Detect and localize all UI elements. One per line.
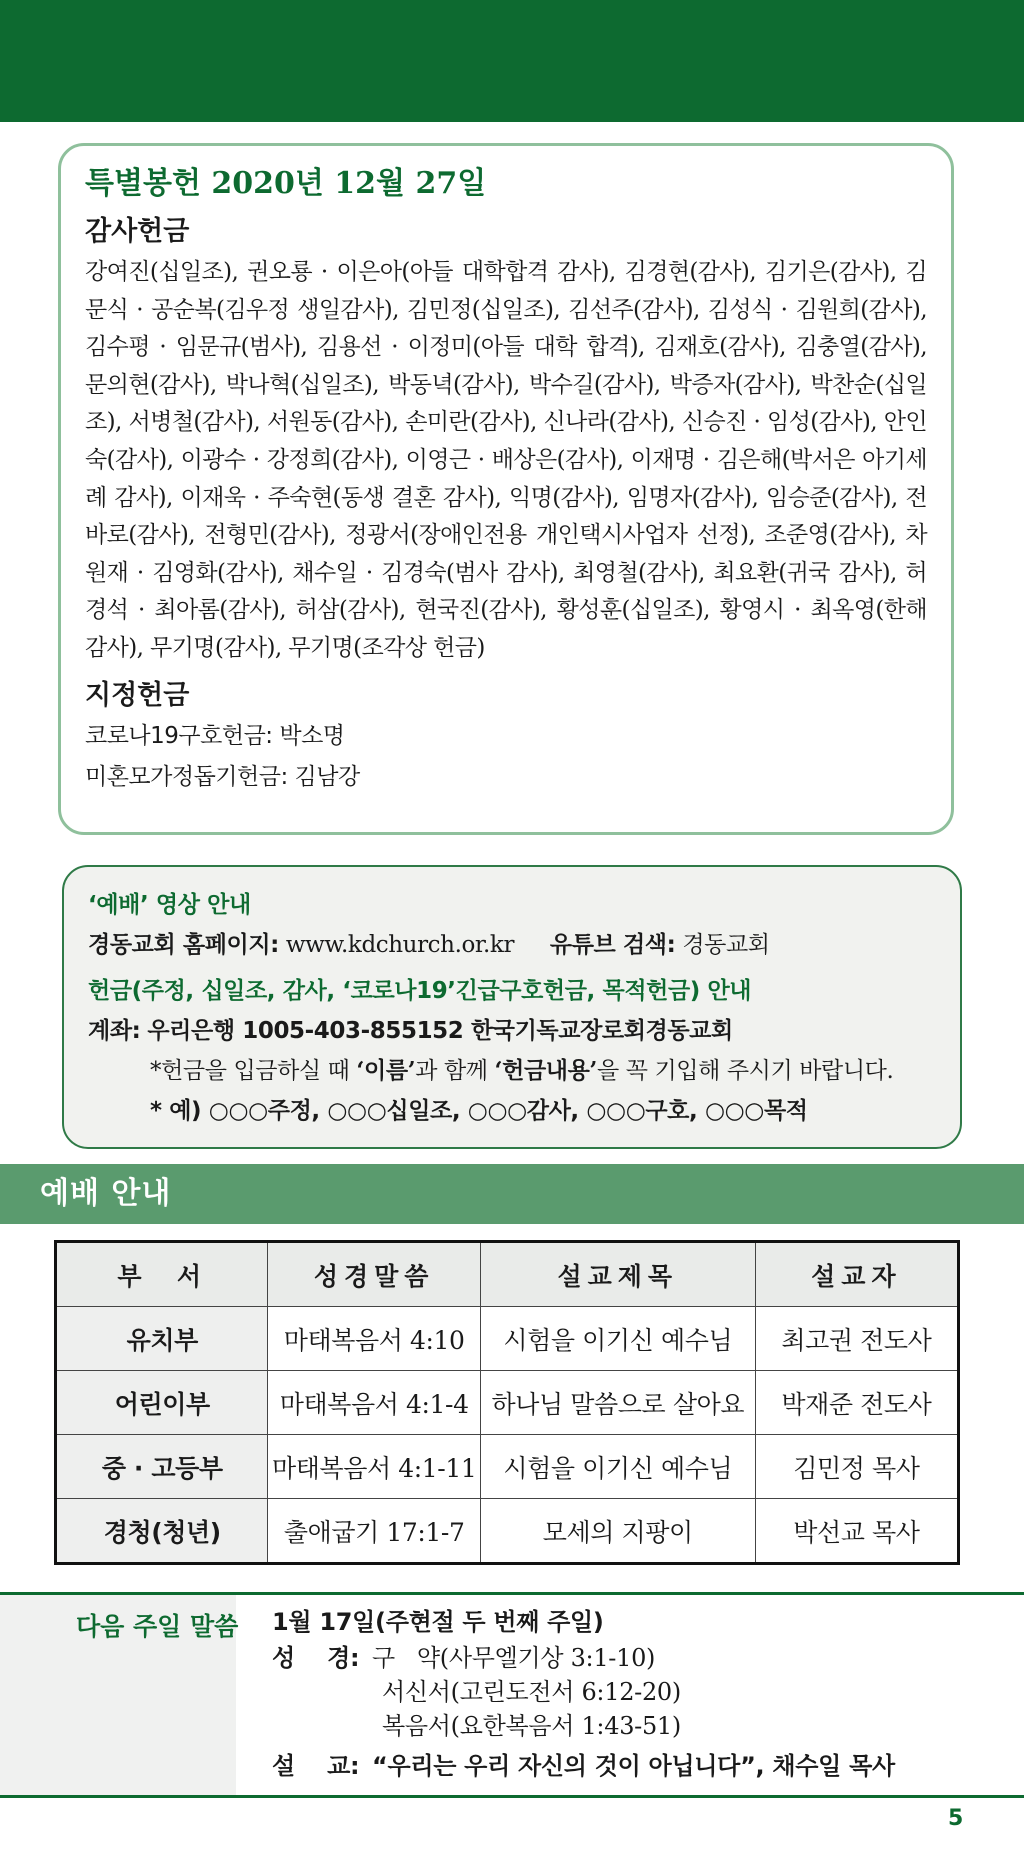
example-text: ○○○주정, ○○○십일조, ○○○감사, ○○○구호, ○○○목적 xyxy=(208,1098,808,1124)
header-sermon-title: 설교제목 xyxy=(480,1242,755,1307)
worship-guide-band: 예배 안내 xyxy=(0,1164,1024,1224)
designated-offering-name: 박소명 xyxy=(279,722,345,749)
preacher-cell: 김민정 목사 xyxy=(755,1435,958,1499)
designated-offering-heading: 지정헌금 xyxy=(85,679,190,711)
sermon-title-cell: 모세의 지팡이 xyxy=(480,1499,755,1564)
top-header-band xyxy=(0,0,1024,122)
table-row xyxy=(56,1371,959,1435)
worship-schedule-table xyxy=(54,1240,960,1565)
offering-example xyxy=(88,1091,936,1131)
note-text: *헌금을 입금하실 때 xyxy=(150,1058,357,1084)
account-line xyxy=(88,1011,936,1051)
special-offering-box xyxy=(58,143,954,835)
sermon-title-cell: 시험을 이기신 예수님 xyxy=(480,1435,755,1499)
department-cell: 어린이부 xyxy=(56,1371,268,1435)
next-week-sermon: “우리는 우리 자신의 것이 아닙니다”, 채수일 목사 xyxy=(372,1752,895,1780)
example-label: * 예) xyxy=(150,1098,202,1124)
offering-notice-title: 헌금(주정, 십일조, 감사, ‘코로나19’긴급구호헌금, 목적헌금) 안내 xyxy=(88,978,752,1004)
designated-offering-label: 코로나19구호헌금: xyxy=(85,722,273,749)
account-label: 계좌: xyxy=(88,1018,141,1044)
youtube-value: 경동교회 xyxy=(682,932,770,958)
department-cell: 중 · 고등부 xyxy=(56,1435,268,1499)
next-week-content xyxy=(272,1603,895,1785)
header-preacher: 설교자 xyxy=(755,1242,958,1307)
department-cell: 경청(청년) xyxy=(56,1499,268,1564)
sermon-title-cell: 하나님 말씀으로 살아요 xyxy=(480,1371,755,1435)
next-week-date: 1월 17일(주현절 두 번째 주일) xyxy=(272,1608,604,1636)
scripture-cell: 출애굽기 17:1-7 xyxy=(268,1499,480,1564)
table-header-row xyxy=(56,1242,959,1307)
note-text: 을 꼭 기입해 주시기 바랍니다. xyxy=(597,1058,894,1084)
scripture-item: 복음서(요한복음서 1:43-51) xyxy=(382,1712,681,1740)
next-week-label: 다음 주일 말씀 xyxy=(76,1612,239,1641)
homepage-url[interactable]: www.kdchurch.or.kr xyxy=(285,932,515,958)
scripture-label: 성 경: xyxy=(272,1644,360,1672)
video-notice-title: ‘예배’ 영상 안내 xyxy=(88,892,251,918)
preacher-cell: 박재준 전도사 xyxy=(755,1371,958,1435)
offering-note xyxy=(88,1051,936,1091)
worship-video-notice-box xyxy=(62,865,962,1149)
next-week-divider-bottom xyxy=(0,1795,1024,1798)
designated-offering-row xyxy=(85,757,927,798)
sermon-label: 설 교: xyxy=(272,1752,360,1780)
sermon-title-cell: 시험을 이기신 예수님 xyxy=(480,1307,755,1371)
note-text: 과 함께 xyxy=(415,1058,495,1084)
page-number: 5 xyxy=(948,1806,964,1831)
note-name: ‘이름’ xyxy=(356,1057,416,1084)
note-content: ‘헌금내용’ xyxy=(494,1057,598,1084)
homepage-label: 경동교회 홈페이지: xyxy=(88,932,279,958)
next-week-sermon-row xyxy=(272,1747,895,1785)
department-cell: 유치부 xyxy=(56,1307,268,1371)
header-department: 부 서 xyxy=(56,1242,268,1307)
table-row xyxy=(56,1435,959,1499)
preacher-cell: 최고권 전도사 xyxy=(755,1307,958,1371)
scripture-cell: 마태복음서 4:1-11 xyxy=(268,1435,480,1499)
table-row xyxy=(56,1307,959,1371)
next-week-scripture-row xyxy=(272,1641,895,1675)
thanks-offering-heading: 감사헌금 xyxy=(85,216,190,247)
designated-offering-row xyxy=(85,716,927,757)
scripture-cell: 마태복음서 4:10 xyxy=(268,1307,480,1371)
special-offering-title: 특별봉헌 2020년 12월 27일 xyxy=(85,166,487,201)
designated-offering-label: 미혼모가정돕기헌금: xyxy=(85,763,288,790)
scripture-item: 구 약(사무엘기상 3:1-10) xyxy=(372,1644,656,1672)
account-value: 우리은행 1005-403-855152 한국기독교장로회경동교회 xyxy=(147,1018,733,1044)
scripture-cell: 마태복음서 4:1-4 xyxy=(268,1371,480,1435)
table-row xyxy=(56,1499,959,1564)
preacher-cell: 박선교 목사 xyxy=(755,1499,958,1564)
scripture-item: 서신서(고린도전서 6:12-20) xyxy=(382,1678,681,1706)
youtube-label: 유튜브 검색: xyxy=(549,932,676,958)
header-scripture: 성경말씀 xyxy=(268,1242,480,1307)
thanks-offering-list: 강여진(십일조), 권오룡 · 이은아(아들 대학합격 감사), 김경현(감사), 김기은(감사), 김문식 · 공순복(김우정 생일감사), 김민정(십일조), 김선주(감사), 김성식 · 김원희(감사), 김수평 · 임문규(범사), 김용선 · 이정미(아들 대학 합격), 김재호(감사), 김충열(감사), 문의현(감사), 박나혁(십일조), 박동녁(감사), 박수길(감사), 박증자(감사), 박찬순(십일조), 서병철(감사), 서원동(감사), 손미란(감사), 신나라(감사), 신승진 · 임성(감사), 안인숙(감사), 이광수 · 강정희(감사), 이영근 · 배상은(감사), 이재명 · 김은해(박서은 아기세례 감사), 이재욱 · 주숙현(동생 결혼 감사), 익명(감사), 임명자(감사), 임승준(감사), 전바로(감사), 전형민(감사), 정광서(장애인전용 개인택시사업자 선정), 조준영(감사), 차원재 · 김영화(감사), 채수일 · 김경숙(범사 감사), 최영철(감사), 최요환(귀국 감사), 허경석 · 최아롬(감사), 허삼(감사), 현국진(감사), 황성훈(십일조), 황영시 · 최옥영(한해 감사), 무기명(감사), 무기명(조각상 헌금) xyxy=(85,259,927,661)
designated-offering-name: 김남강 xyxy=(294,763,360,790)
homepage-line xyxy=(88,925,936,965)
